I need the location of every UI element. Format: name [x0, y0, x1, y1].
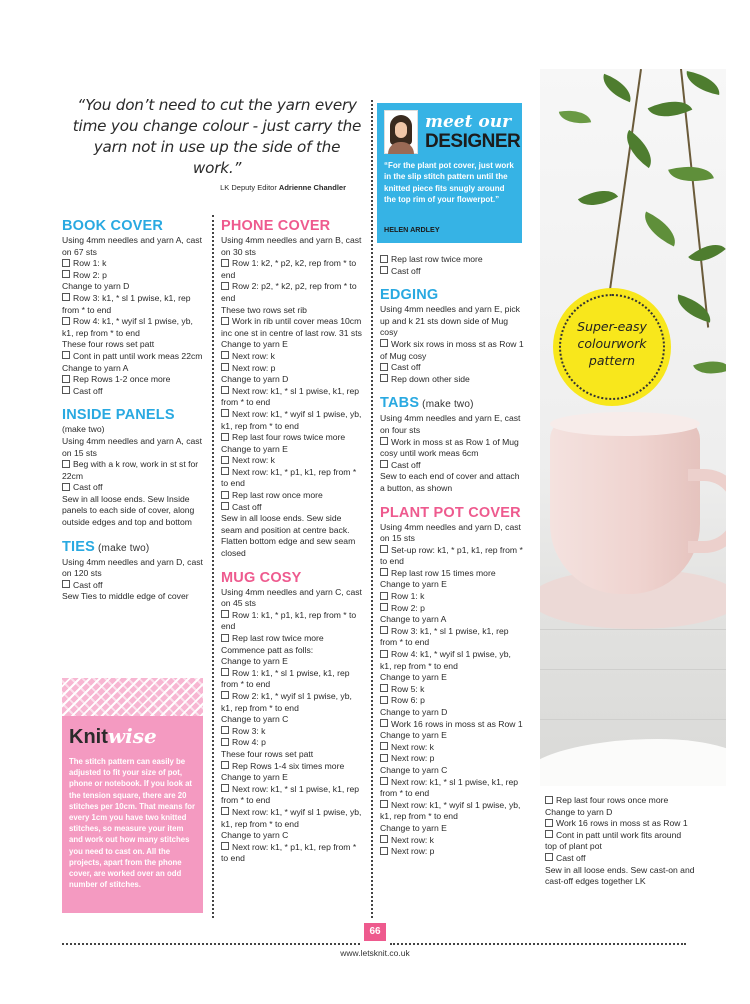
- checklist-row: Row 1: k1, * p1, k1, rep from * to end: [221, 610, 363, 633]
- checklist-row: Next row: k1, * wyif sl 1 pwise, yb, k1, rep from * to end: [221, 408, 362, 431]
- checklist-row: Beg with a k row, work in st st for 22cm: [62, 459, 204, 482]
- column-plant-pot-end: [545, 795, 695, 888]
- checklist-row: Cast off: [62, 386, 204, 398]
- checklist-row: Next row: p: [221, 363, 363, 375]
- instruction-text: These four rows set patt: [221, 748, 314, 759]
- checklist-row: Next row: k1, * p1, k1, rep from * to end: [221, 467, 363, 490]
- checklist-row: Cast off: [62, 580, 204, 592]
- instruction-text: Change to yarn D: [62, 281, 130, 292]
- instruction-text: Using 4mm needles and yarn B, cast on 30 sts: [221, 235, 362, 257]
- checklist-row: Row 6: p: [380, 695, 524, 707]
- checklist-row: Next row: p: [380, 846, 524, 858]
- instruction-text: Change to yarn C: [221, 714, 289, 725]
- column-divider-2: [371, 100, 373, 918]
- instruction-text: Sew Ties to middle edge of cover: [62, 591, 189, 602]
- checklist-row: Row 3: k1, * sl 1 pwise, k1, rep from * to end: [380, 626, 524, 649]
- checklist-row: Row 2: p2, * k2, p2, rep from * to end: [221, 281, 363, 304]
- pull-quote: [72, 95, 362, 192]
- checklist-row: Cast off: [380, 266, 524, 278]
- instruction-text: Change to yarn D: [380, 707, 448, 717]
- checklist-row: Work in rib until cover meas 10cm inc one st in centre of last row. 31 sts: [221, 316, 362, 338]
- checklist-row: Work six rows in moss st as Row 1 of Mug cosy: [380, 338, 524, 361]
- checklist-row: Cast off: [380, 460, 524, 472]
- checklist-row: Next row: k1, * wyif sl 1 pwise, yb, k1, rep from * to end: [221, 806, 362, 829]
- spacer: [380, 277, 524, 287]
- checklist-row: Rep last row once more: [221, 490, 363, 502]
- checklist-row: Row 1: k: [62, 258, 204, 270]
- byline-prefix: LK Deputy Editor: [220, 183, 279, 192]
- instruction-text: Change to yarn E: [380, 822, 447, 833]
- checklist-row: Next row: k: [221, 455, 363, 467]
- checklist-row: Next row: k1, * sl 1 pwise, k1, rep from * to end: [221, 386, 363, 409]
- checklist-row: Cast off: [221, 502, 363, 514]
- checklist-row: Rep Rows 1-2 once more: [62, 374, 204, 386]
- checklist-row: Rep down other side: [380, 374, 524, 386]
- checklist-row: Row 2: p: [380, 603, 524, 615]
- section-heading: MUG COSY: [221, 569, 302, 586]
- spacer: [380, 385, 524, 395]
- footer-dotted-rule-right: [390, 943, 686, 945]
- section-heading: INSIDE PANELS: [62, 407, 175, 424]
- checklist-row: Rep last four rows twice more: [221, 432, 363, 444]
- instruction-text: Sew in all loose ends. Sew side seam and position at centre back. Flatten bottom edge and sew seam closed: [221, 513, 356, 559]
- designer-title-script: meet our: [425, 112, 512, 132]
- checklist-row: Cont in patt until work fits around top of plant pot: [545, 830, 695, 853]
- section-heading-note: (make two): [95, 542, 150, 554]
- pull-quote-text: “You don’t need to cut the yarn every time you change colour - just carry the yarn not in use up the side of the work.”: [72, 96, 362, 177]
- spacer: [380, 495, 524, 505]
- knitwise-box: [62, 678, 203, 913]
- instruction-text: Commence patt as folls:: [221, 644, 314, 655]
- meet-our-designer-box: [377, 103, 522, 243]
- instruction-text: Using 4mm needles and yarn E, cast on four sts: [380, 413, 521, 435]
- checklist-row: Next row: k: [380, 835, 524, 847]
- instruction-text: Sew in all loose ends. Sew Inside panels to each side of cover, along outside edges and top and bottom: [62, 493, 195, 528]
- checklist-row: Cont in patt until work meas 22cm: [62, 351, 204, 363]
- teacup-plant-photo: [540, 69, 726, 786]
- section-heading: TIES (make two): [62, 538, 150, 555]
- section-heading: EDGING: [380, 287, 439, 304]
- instruction-text: Using 4mm needles and yarn A, cast on 67 sts: [62, 235, 202, 257]
- column-book-cover: [62, 218, 204, 603]
- checklist-row: Rep last row twice more: [380, 254, 524, 266]
- designer-photo: [384, 110, 418, 154]
- checklist-row: Row 2: p: [62, 270, 204, 282]
- page-number: 66: [364, 923, 386, 941]
- instruction-text: Change to yarn E: [221, 772, 288, 783]
- section-heading-note: (make two): [419, 399, 474, 411]
- instruction-text: Using 4mm needles and yarn D, cast on 120 sts: [62, 556, 203, 579]
- checklist-row: Set-up row: k1, * p1, k1, rep from * to end: [380, 544, 523, 567]
- designer-quote: “For the plant pot cover, just work in the slip stitch pattern until the knitted piece fits snugly around the top rim of your flowerpot.”: [384, 161, 514, 204]
- checklist-row: Rep last row 15 times more: [380, 568, 524, 580]
- checklist-row: Rep Rows 1-4 six times more: [221, 761, 363, 773]
- instruction-text: Change to yarn C: [380, 764, 448, 775]
- instruction-text: These two rows set rib: [221, 304, 307, 315]
- instruction-text: Using 4mm needles and yarn E, pick up and k 21 sts down side of Mug cosy: [380, 304, 520, 338]
- instruction-text: Change to yarn E: [380, 672, 447, 683]
- designer-title: DESIGNER: [425, 131, 521, 152]
- checklist-row: Next row: k1, * p1, k1, rep from * to end: [221, 842, 363, 865]
- site-url: www.letsknit.co.uk: [340, 948, 410, 958]
- checklist-row: Next row: k: [221, 351, 363, 363]
- knitwise-body: The stitch pattern can easily be adjusted to fit your size of pot, phone or notebook. If you look at the tension square, there are 20 stitches per 10cm. That means for every 1cm you have two knitted stitches, so measure your item and work out how many stitches you need to cast on. All the projects, apart from the phone cover, are worked over an odd number of stitches.: [69, 757, 196, 890]
- column-divider-1: [212, 215, 214, 918]
- instruction-text: Change to yarn E: [380, 730, 447, 741]
- instruction-text: Change to yarn A: [62, 362, 129, 373]
- spacer: [62, 397, 204, 407]
- section-heading: PLANT POT COVER: [380, 504, 521, 521]
- checklist-row: Row 4: k1, * wyif sl 1 pwise, yb, k1, rep from * to end: [62, 316, 204, 339]
- section-heading: PHONE COVER: [221, 218, 331, 234]
- checklist-row: Next row: k1, * sl 1 pwise, k1, rep from * to end: [221, 784, 363, 807]
- checklist-row: Row 2: k1, * wyif sl 1 pwise, yb, k1, rep from * to end: [221, 691, 363, 714]
- pull-quote-byline: [72, 183, 362, 192]
- instruction-text: (make two): [62, 424, 105, 435]
- column-edging: [380, 254, 524, 858]
- checklist-row: Next row: k1, * sl 1 pwise, k1, rep from * to end: [380, 777, 524, 800]
- byline-name: Adrienne Chandler: [278, 183, 346, 192]
- spacer: [62, 529, 204, 539]
- instruction-text: Using 4mm needles and yarn A, cast on 15 sts: [62, 435, 202, 458]
- checklist-row: Work in moss st as Row 1 of Mug cosy until work meas 6cm: [380, 437, 524, 460]
- instruction-text: Change to yarn E: [380, 579, 447, 590]
- checklist-row: Row 4: p: [221, 737, 363, 749]
- instruction-text: Using 4mm needles and yarn C, cast on 45 sts: [221, 586, 362, 609]
- checklist-row: Next row: k1, * wyif sl 1 pwise, yb, k1, rep from * to end: [380, 800, 524, 823]
- badge-text: Super-easy colourwork pattern: [577, 319, 647, 368]
- checklist-row: Row 3: k1, * sl 1 pwise, k1, rep from * to end: [62, 293, 204, 316]
- instruction-text: Change to yarn D: [221, 374, 289, 385]
- spacer: [221, 560, 363, 570]
- section-heading: TABS (make two): [380, 395, 474, 412]
- checklist-row: Next row: p: [380, 753, 524, 765]
- checklist-row: Row 1: k: [380, 591, 524, 603]
- checklist-row: Row 1: k2, * p2, k2, rep from * to end: [221, 258, 363, 281]
- checklist-row: Cast off: [62, 482, 204, 494]
- checklist-row: Cast off: [380, 362, 524, 374]
- instruction-text: Change to yarn D: [545, 806, 613, 817]
- instruction-text: Change to yarn E: [221, 339, 288, 350]
- checklist-row: Cast off: [545, 853, 695, 865]
- checklist-row: Rep last four rows once more: [545, 795, 695, 807]
- designer-name: HELEN ARDLEY: [384, 225, 440, 234]
- instruction-text: These four rows set patt: [62, 339, 155, 350]
- super-easy-badge: [553, 288, 671, 406]
- column-phone-cover: [221, 218, 363, 865]
- checklist-row: Rep last row twice more: [221, 633, 363, 645]
- checklist-row: Row 1: k1, * sl 1 pwise, k1, rep from * to end: [221, 668, 363, 691]
- knitwise-title: Knitwise: [69, 724, 157, 748]
- checklist-row: Next row: k: [380, 742, 524, 754]
- instruction-text: Change to yarn A: [380, 614, 447, 625]
- instruction-text: Sew in all loose ends. Sew cast-on and cast-off edges together LK: [545, 864, 695, 887]
- instruction-text: Change to yarn E: [221, 443, 288, 454]
- checklist-row: Row 4: k1, * wyif sl 1 pwise, yb, k1, rep from * to end: [380, 649, 524, 672]
- instruction-text: Using 4mm needles and yarn D, cast on 15 sts: [380, 521, 521, 544]
- footer-dotted-rule-left: [62, 943, 360, 945]
- section-heading: BOOK COVER: [62, 218, 164, 234]
- checklist-row: Row 3: k: [221, 726, 363, 738]
- checklist-row: Row 5: k: [380, 684, 524, 696]
- checklist-row: Work 16 rows in moss st as Row 1: [380, 719, 524, 731]
- instruction-text: Change to yarn C: [221, 830, 289, 841]
- instruction-text: Sew to each end of cover and attach a button, as shown: [380, 471, 520, 493]
- checklist-row: Work 16 rows in moss st as Row 1: [545, 818, 695, 830]
- instruction-text: Change to yarn E: [221, 656, 288, 667]
